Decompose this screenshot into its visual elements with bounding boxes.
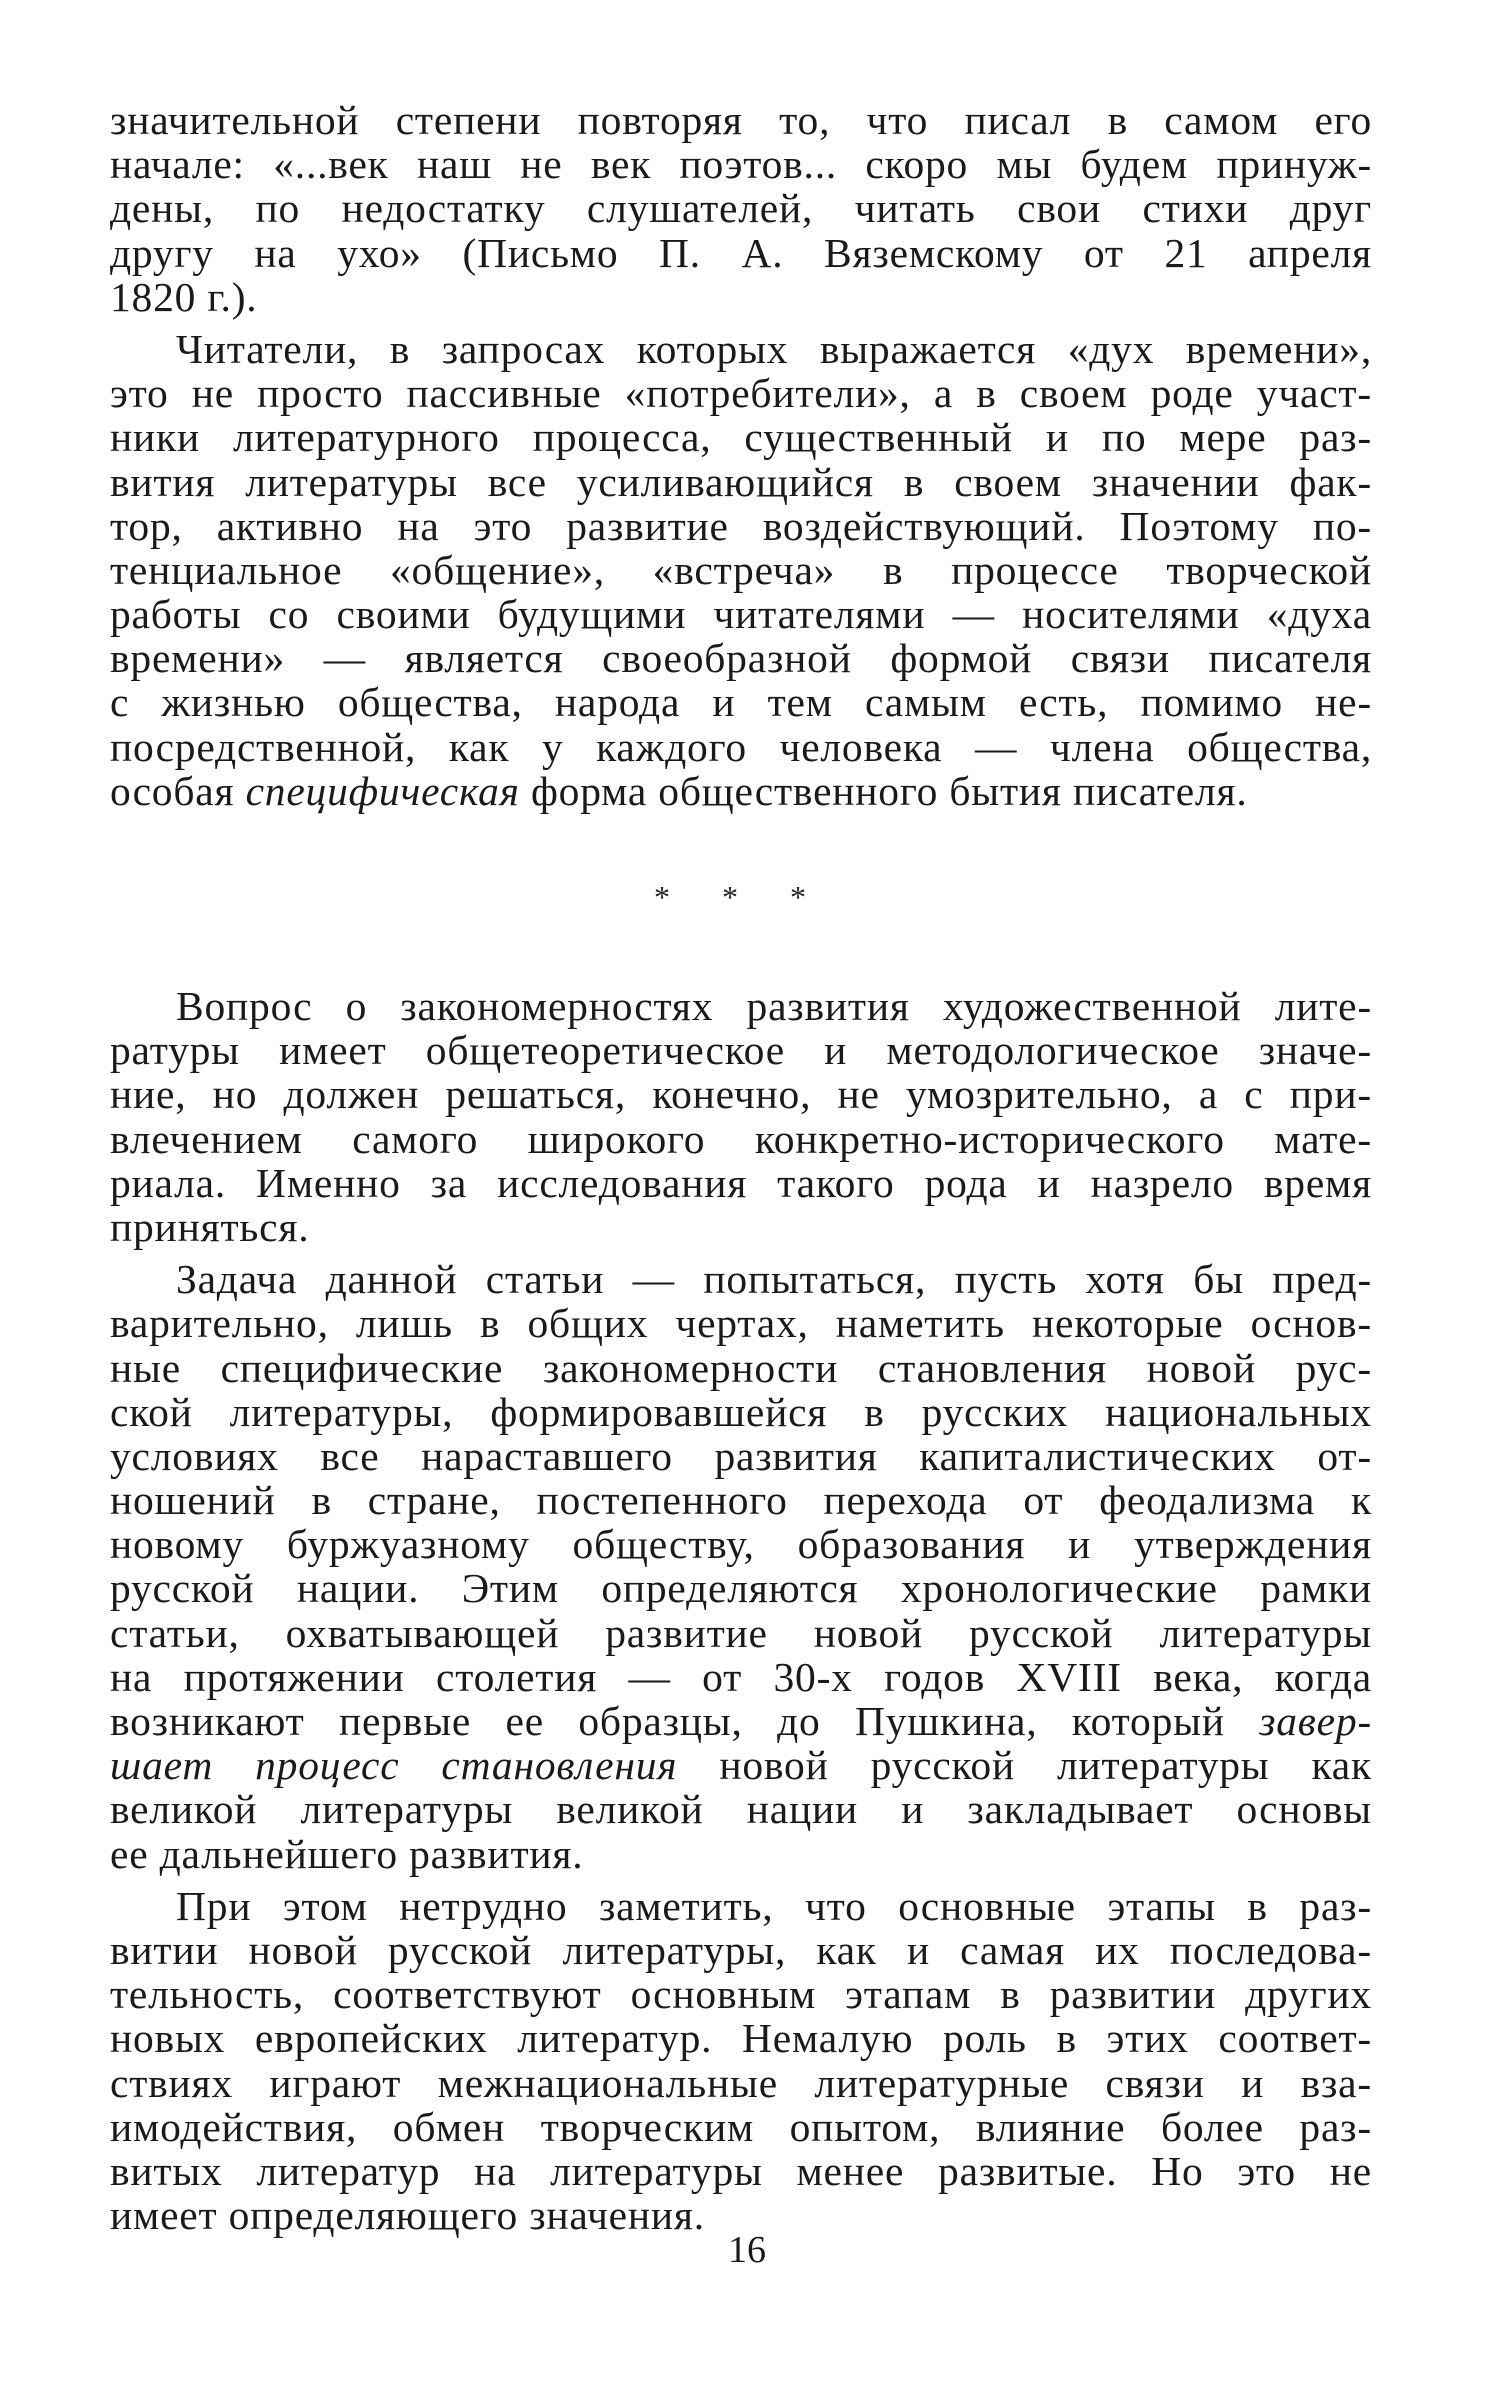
text-line: ники литературного процесса, существенный и по мере раз- xyxy=(110,414,1372,461)
paragraph xyxy=(110,1257,1372,1876)
text-run: возникают первые ее образцы, до Пушкина, который xyxy=(110,1698,1260,1744)
text-line: дены, по недостатку слушателей, читать свои стихи друг xyxy=(110,185,1372,232)
text-line: значительной степени повторяя то, что писал в самом его xyxy=(110,97,1372,143)
text-line: русской нации. Этим определяются хронологические рамки xyxy=(110,1565,1372,1612)
text-line: ствиях играют межнациональные литературные связи и вза- xyxy=(110,2059,1372,2106)
text-line: витых литератур на литературы менее развитые. Но это не xyxy=(110,2147,1372,2194)
text-line: ее дальнейшего развития. xyxy=(110,1830,584,1877)
text-line: другу на ухо» (Письмо П. А. Вяземскому от 21 апреля xyxy=(110,229,1372,276)
text-line: Вопрос о закономерностях развития художественной лите- xyxy=(176,983,1372,1029)
text-line: тельность, соответствуют основным этапам в развитии других xyxy=(110,1971,1372,2018)
page-number: 16 xyxy=(728,2229,766,2271)
emphasis-text: завер- xyxy=(1259,1698,1372,1744)
text-line: имодействия, обмен творческим опытом, влияние более раз- xyxy=(110,2103,1372,2150)
text-run: особая xyxy=(110,767,246,814)
text-line: работы со своими будущими читателями — носителями «духа xyxy=(110,591,1372,638)
text-line: При этом нетрудно заметить, что основные этапы в раз- xyxy=(176,1882,1372,1929)
text-line: новому буржуазному обществу, образования и утверждения xyxy=(110,1521,1372,1568)
text-line: начале: «...век наш не век поэтов... скоро мы будем принуж- xyxy=(110,141,1372,188)
text-line: тор, активно на это развитие воздействующий. Поэтому по- xyxy=(110,502,1372,549)
text-line: новых европейских литератур. Немалую роль в этих соответ- xyxy=(110,2015,1372,2062)
page-body xyxy=(110,98,1372,2245)
paragraph xyxy=(110,984,1372,1249)
text-line xyxy=(110,1743,1372,1787)
text-line: приняться. xyxy=(110,1203,310,1250)
text-line: витии новой русской литературы, как и самая их последова- xyxy=(110,1926,1372,1973)
text-line: Задача данной статьи — попытаться, пусть хотя бы пред- xyxy=(176,1256,1372,1303)
text-line: ношений в стране, постепенного перехода от феодализма к xyxy=(110,1477,1372,1524)
text-line: Читатели, в запросах которых выражается «дух времени», xyxy=(176,325,1372,372)
text-line: вития литературы все усиливающийся в своем значении фак- xyxy=(110,458,1372,505)
emphasis-text: шает процесс становления xyxy=(110,1742,678,1789)
text-line: посредственной, как у каждого человека — члена общества, xyxy=(110,723,1372,770)
text-line: ратуры имеет общетеоретическое и методологическое значе- xyxy=(110,1027,1372,1074)
text-line xyxy=(110,1699,1372,1743)
text-line: времени» — является своеобразной формой связи писателя xyxy=(110,635,1372,682)
text-line: ской литературы, формировавшейся в русских национальных xyxy=(110,1388,1372,1435)
text-line: с жизнью общества, народа и тем самым есть, помимо не- xyxy=(110,679,1372,726)
section-separator: * * * xyxy=(654,879,828,915)
text-line: ние, но должен решаться, конечно, не умозрительно, а с при- xyxy=(110,1071,1372,1118)
text-line: варительно, лишь в общих чертах, наметить некоторые основ- xyxy=(110,1300,1372,1347)
text-line: 1820 г.). xyxy=(110,273,258,320)
paragraph xyxy=(110,327,1372,813)
paragraph xyxy=(110,1884,1372,2238)
paragraph xyxy=(110,98,1372,319)
text-line: на протяжении столетия — от 30-х годов XVIII века, когда xyxy=(110,1653,1372,1700)
text-line: влечением самого широкого конкретно-исторического мате- xyxy=(110,1115,1372,1162)
text-line: тенциальное «общение», «встреча» в процессе творческой xyxy=(110,546,1372,593)
text-line: это не просто пассивные «потребители», а в своем роде участ- xyxy=(110,370,1372,417)
text-run: форма общественного бытия писателя. xyxy=(519,767,1248,814)
text-line xyxy=(110,769,1372,813)
text-line: условиях все нараставшего развития капиталистических от- xyxy=(110,1432,1372,1479)
text-line: риала. Именно за исследования такого рода и назрело время xyxy=(110,1159,1372,1206)
text-line: ные специфические закономерности становления новой рус- xyxy=(110,1344,1372,1391)
text-run: новой русской литературы как xyxy=(677,1742,1372,1789)
emphasis-text: специфическая xyxy=(245,767,520,814)
text-line: великой литературы великой нации и закладывает основы xyxy=(110,1786,1372,1833)
text-line: имеет определяющего значения. xyxy=(110,2192,705,2239)
text-line: статьи, охватывающей развитие новой русской литературы xyxy=(110,1609,1372,1656)
